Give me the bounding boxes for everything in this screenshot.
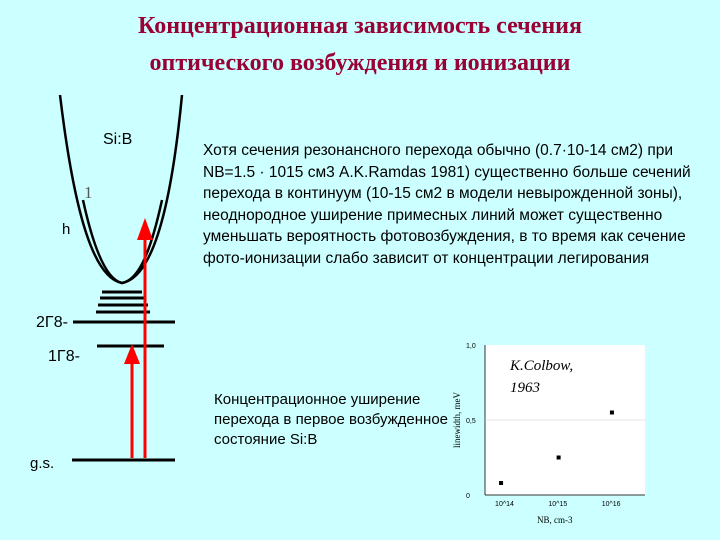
chart-x-tick-label: 10^14 xyxy=(495,501,514,508)
material-label-si-b: Si:B xyxy=(103,131,133,148)
chart-x-tick-label: 10^15 xyxy=(548,501,568,508)
title-line-1: Концентрационная зависимость сечения xyxy=(138,13,582,39)
broadening-note: Концентрационное уширение перехода в первое возбужденное состояние Si:B xyxy=(214,391,449,448)
chart-y-tick-label: 0 xyxy=(466,493,470,500)
excited-level-cluster xyxy=(96,292,150,312)
level-label-2-gamma8: 2Γ8- xyxy=(36,314,68,331)
level-label-1-gamma8: 1Γ8- xyxy=(48,348,80,365)
chart-y-axis-label: linewidth, meV xyxy=(452,392,462,448)
chart-data-point xyxy=(610,411,614,415)
valence-band-outer-curve xyxy=(60,95,182,283)
valence-band-inner-curve xyxy=(83,200,162,283)
title-line-2: оптического возбуждения и ионизации xyxy=(149,50,571,76)
body-paragraph: Хотя сечения резонансного перехода обычно (0.7·10-14 см2) при NB=1.5 · 1015 см3 A.K.Ramdas 1981) существенно больше сечений перехода в континуум (10-15 см2 в модели невырожденной зоны), неоднородное уширение примесных линий может существенно уменьшать вероятность фотовозбуждения, в то время как сечение фото-ионизации слабо зависит от концентрации легирования xyxy=(203,142,691,267)
chart-y-tick-label: 1,0 xyxy=(466,343,476,350)
band-label-h: h xyxy=(62,221,71,238)
citation xyxy=(510,355,573,399)
chart-data-point xyxy=(557,456,561,460)
band-label-1: 1 xyxy=(84,183,93,202)
chart-data-point xyxy=(499,481,503,485)
chart-x-tick-label: 10^16 xyxy=(601,501,621,508)
citation-year: 1963 xyxy=(510,380,540,396)
transition-arrow-left xyxy=(124,344,140,458)
chart-y-tick-label: 0,5 xyxy=(466,418,476,425)
ground-state-label: g.s. xyxy=(30,455,55,472)
citation-author: K.Colbow, xyxy=(510,358,574,374)
chart-x-axis-label: NB, cm-3 xyxy=(537,515,573,525)
